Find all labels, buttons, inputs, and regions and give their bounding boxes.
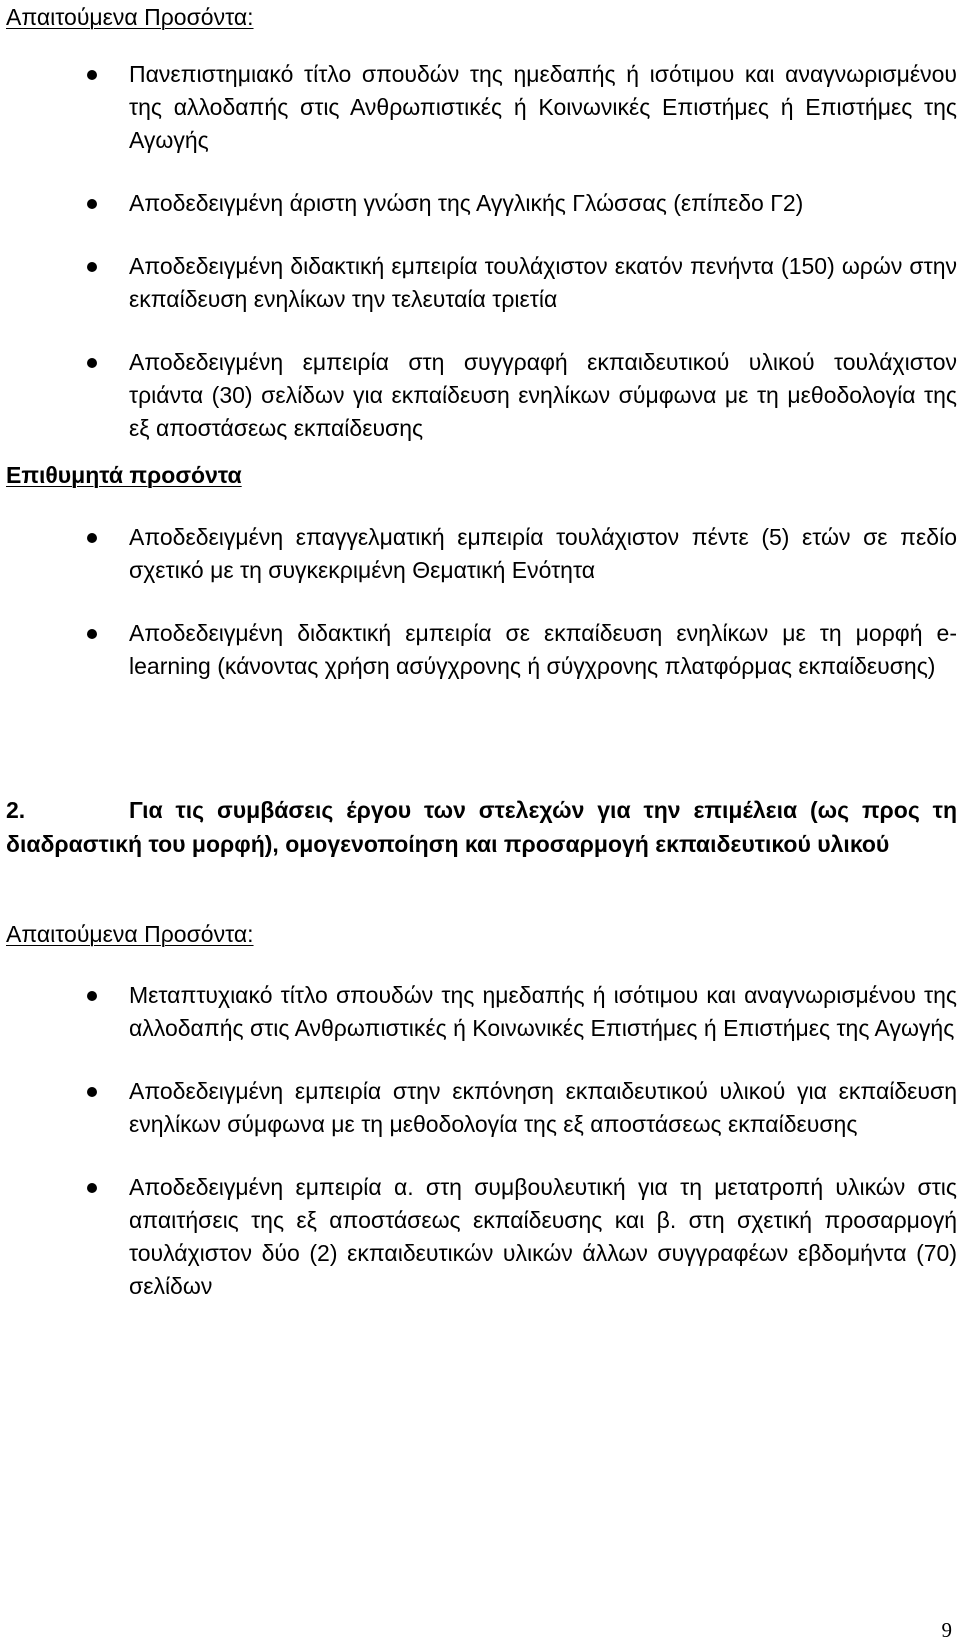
list-item-text: Αποδεδειγμένη εμπειρία στην εκπόνηση εκπαιδευτικού υλικού για εκπαίδευση ενηλίκων σύμφωνα με τη μεθοδολογία της εξ αποστάσεως εκπαίδευσης	[129, 1078, 957, 1137]
list-item	[0, 1075, 960, 1141]
list-item	[0, 1171, 960, 1303]
list-item-text: Αποδεδειγμένη διδακτική εμπειρία σε εκπαίδευση ενηλίκων με τη μορφή e-learning (κάνοντας χρήση ασύγχρονης ή σύγχρονης πλατφόρμας εκπαίδευσης)	[129, 620, 957, 679]
list-item-text: Πανεπιστημιακό τίτλο σπουδών της ημεδαπής ή ισότιμου και αναγνωρισμένου της αλλοδαπής στις Ανθρωπιστικές ή Κοινωνικές Επιστήμες ή Επιστήμες της Αγωγής	[129, 61, 957, 153]
required-qualifications-heading: Απαιτούμενα Προσόντα:	[6, 4, 254, 30]
bullet-icon	[87, 262, 97, 272]
list-item	[0, 979, 960, 1045]
list-item-text: Αποδεδειγμένη διδακτική εμπειρία τουλάχιστον εκατόν πενήντα (150) ωρών στην εκπαίδευση ενηλίκων την τελευταία τριετία	[129, 253, 957, 312]
list-item-text: Αποδεδειγμένη εμπειρία α. στη συμβουλευτική για τη μετατροπή υλικών στις απαιτήσεις της εξ αποστάσεως εκπαίδευσης και β. στη σχετική προσαρμογή τουλάχιστον δύο (2) εκπαιδευτικών υλικών άλλων συγγραφέων εβδομήντα (70) σελίδων	[129, 1174, 957, 1299]
bullet-icon	[87, 358, 97, 368]
section-title-text: Για τις συμβάσεις έργου των στελεχών για την επιμέλεια (ως προς τη διαδραστική του μορφή), ομογενοποίηση και προσαρμογή εκπαιδευτικού υλικού	[6, 797, 957, 857]
bullet-icon	[87, 629, 97, 639]
bullet-icon	[87, 1087, 97, 1097]
bullet-icon	[87, 199, 97, 209]
list-item-text: Αποδεδειγμένη εμπειρία στη συγγραφή εκπαιδευτικού υλικού τουλάχιστον τριάντα (30) σελίδων για εκπαίδευση ενηλίκων σύμφωνα με τη μεθοδολογία της εξ αποστάσεως εκπαίδευσης	[129, 349, 957, 441]
required-qualifications-heading-2: Απαιτούμενα Προσόντα:	[6, 921, 254, 947]
list-item	[0, 521, 960, 587]
required-qualifications-list-2	[0, 979, 960, 1303]
list-item	[0, 58, 960, 157]
list-item-text: Αποδεδειγμένη άριστη γνώση της Αγγλικής Γλώσσας (επίπεδο Γ2)	[129, 190, 804, 216]
list-item	[0, 250, 960, 316]
bullet-icon	[87, 1183, 97, 1193]
desirable-qualifications-heading: Επιθυμητά προσόντα	[6, 462, 242, 488]
desirable-qualifications-list	[0, 521, 960, 683]
section-title	[6, 794, 957, 861]
required-qualifications-list	[0, 58, 960, 445]
section-number: 2.	[6, 797, 26, 823]
list-item-text: Μεταπτυχιακό τίτλο σπουδών της ημεδαπής ή ισότιμου και αναγνωρισμένου της αλλοδαπής στις Ανθρωπιστικές ή Κοινωνικές Επιστήμες ή Επιστήμες της Αγωγής	[129, 982, 957, 1041]
page-number: 9	[941, 1618, 952, 1642]
bullet-icon	[87, 70, 97, 80]
bullet-icon	[87, 991, 97, 1001]
list-item	[0, 346, 960, 445]
list-item	[0, 617, 960, 683]
bullet-icon	[87, 533, 97, 543]
list-item-text: Αποδεδειγμένη επαγγελματική εμπειρία τουλάχιστον πέντε (5) ετών σε πεδίο σχετικό με τη συγκεκριμένη Θεματική Ενότητα	[129, 524, 957, 583]
list-item	[0, 187, 960, 220]
